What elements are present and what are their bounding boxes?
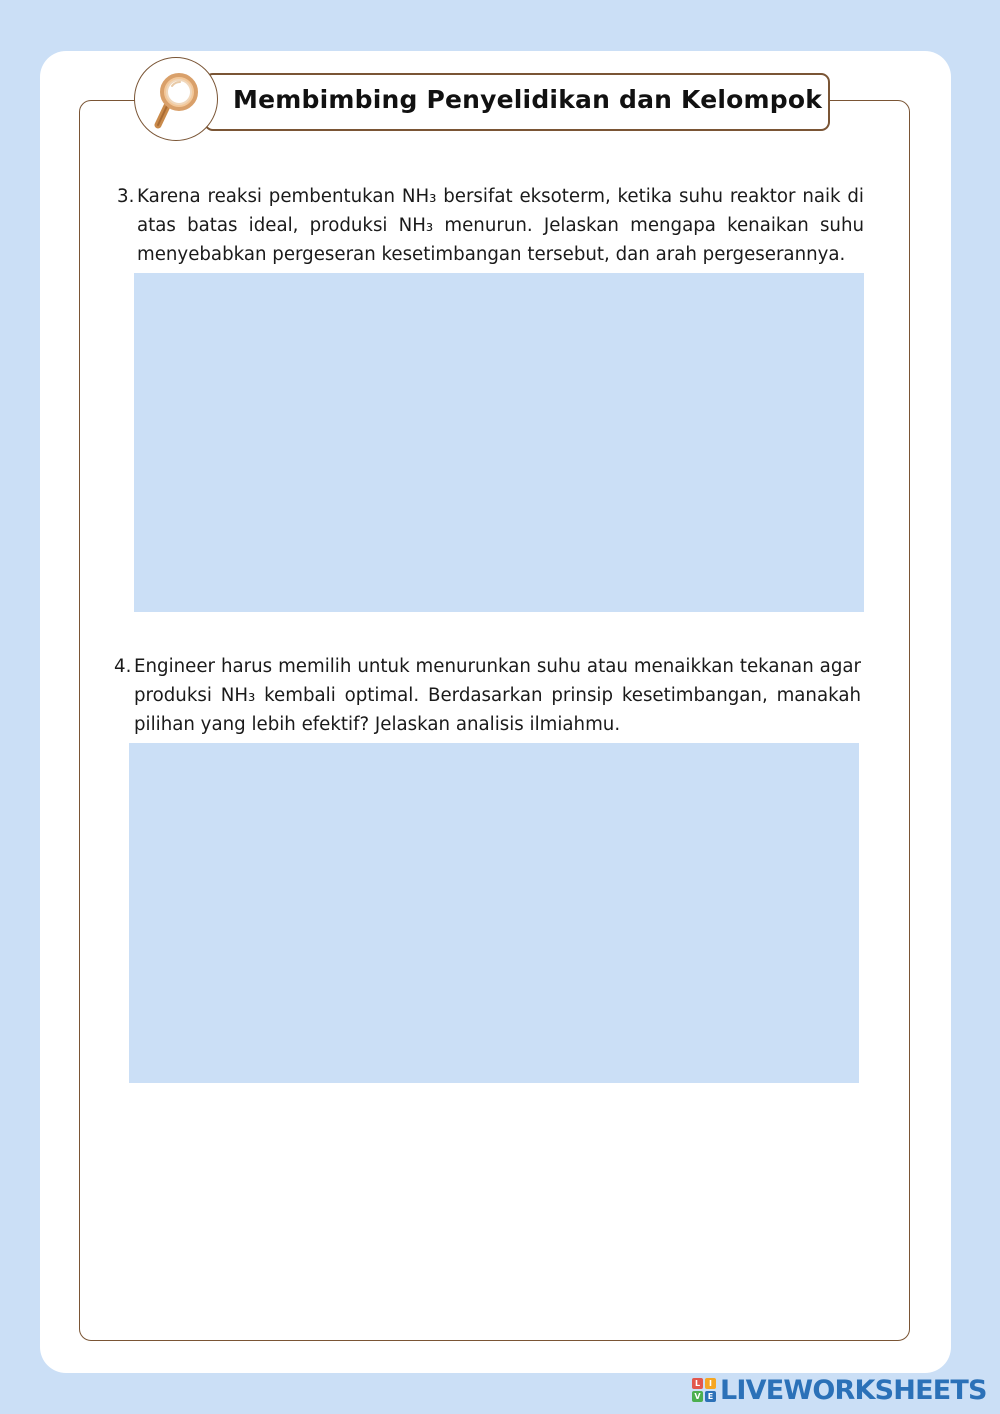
magnifying-glass-icon <box>153 72 199 130</box>
question-3-answer-box[interactable] <box>134 273 864 612</box>
question-4-number: 4. <box>114 656 132 677</box>
section-title-box <box>204 73 830 131</box>
brand-name: LIVEWORKSHEETS <box>720 1374 987 1406</box>
logo-letter-e: E <box>705 1391 716 1402</box>
logo-letter-i: I <box>705 1378 716 1389</box>
liveworksheets-brand[interactable] <box>692 1374 987 1406</box>
logo-letter-v: V <box>692 1391 703 1402</box>
logo-letter-l: L <box>692 1378 703 1389</box>
question-3-text: Karena reaksi pembentukan NH₃ bersifat eksoterm, ketika suhu reaktor naik di atas batas ideal, produksi NH₃ menurun. Jelaskan mengapa kenaikan suhu menyebabkan pergeseran kesetimbangan tersebut, dan arah pergeserannya. <box>137 186 864 265</box>
header-icon-badge <box>134 57 218 141</box>
question-4-answer-box[interactable] <box>129 743 859 1083</box>
brand-logo-icon <box>692 1378 716 1402</box>
question-4-text: Engineer harus memilih untuk menurunkan suhu atau menaikkan tekanan agar produksi NH₃ kembali optimal. Berdasarkan prinsip kesetimbangan, manakah pilihan yang lebih efektif? Jelaskan analisis ilmiahmu. <box>134 656 861 735</box>
section-title: Membimbing Penyelidikan dan Kelompok <box>233 85 823 114</box>
question-3-number: 3. <box>117 186 135 207</box>
